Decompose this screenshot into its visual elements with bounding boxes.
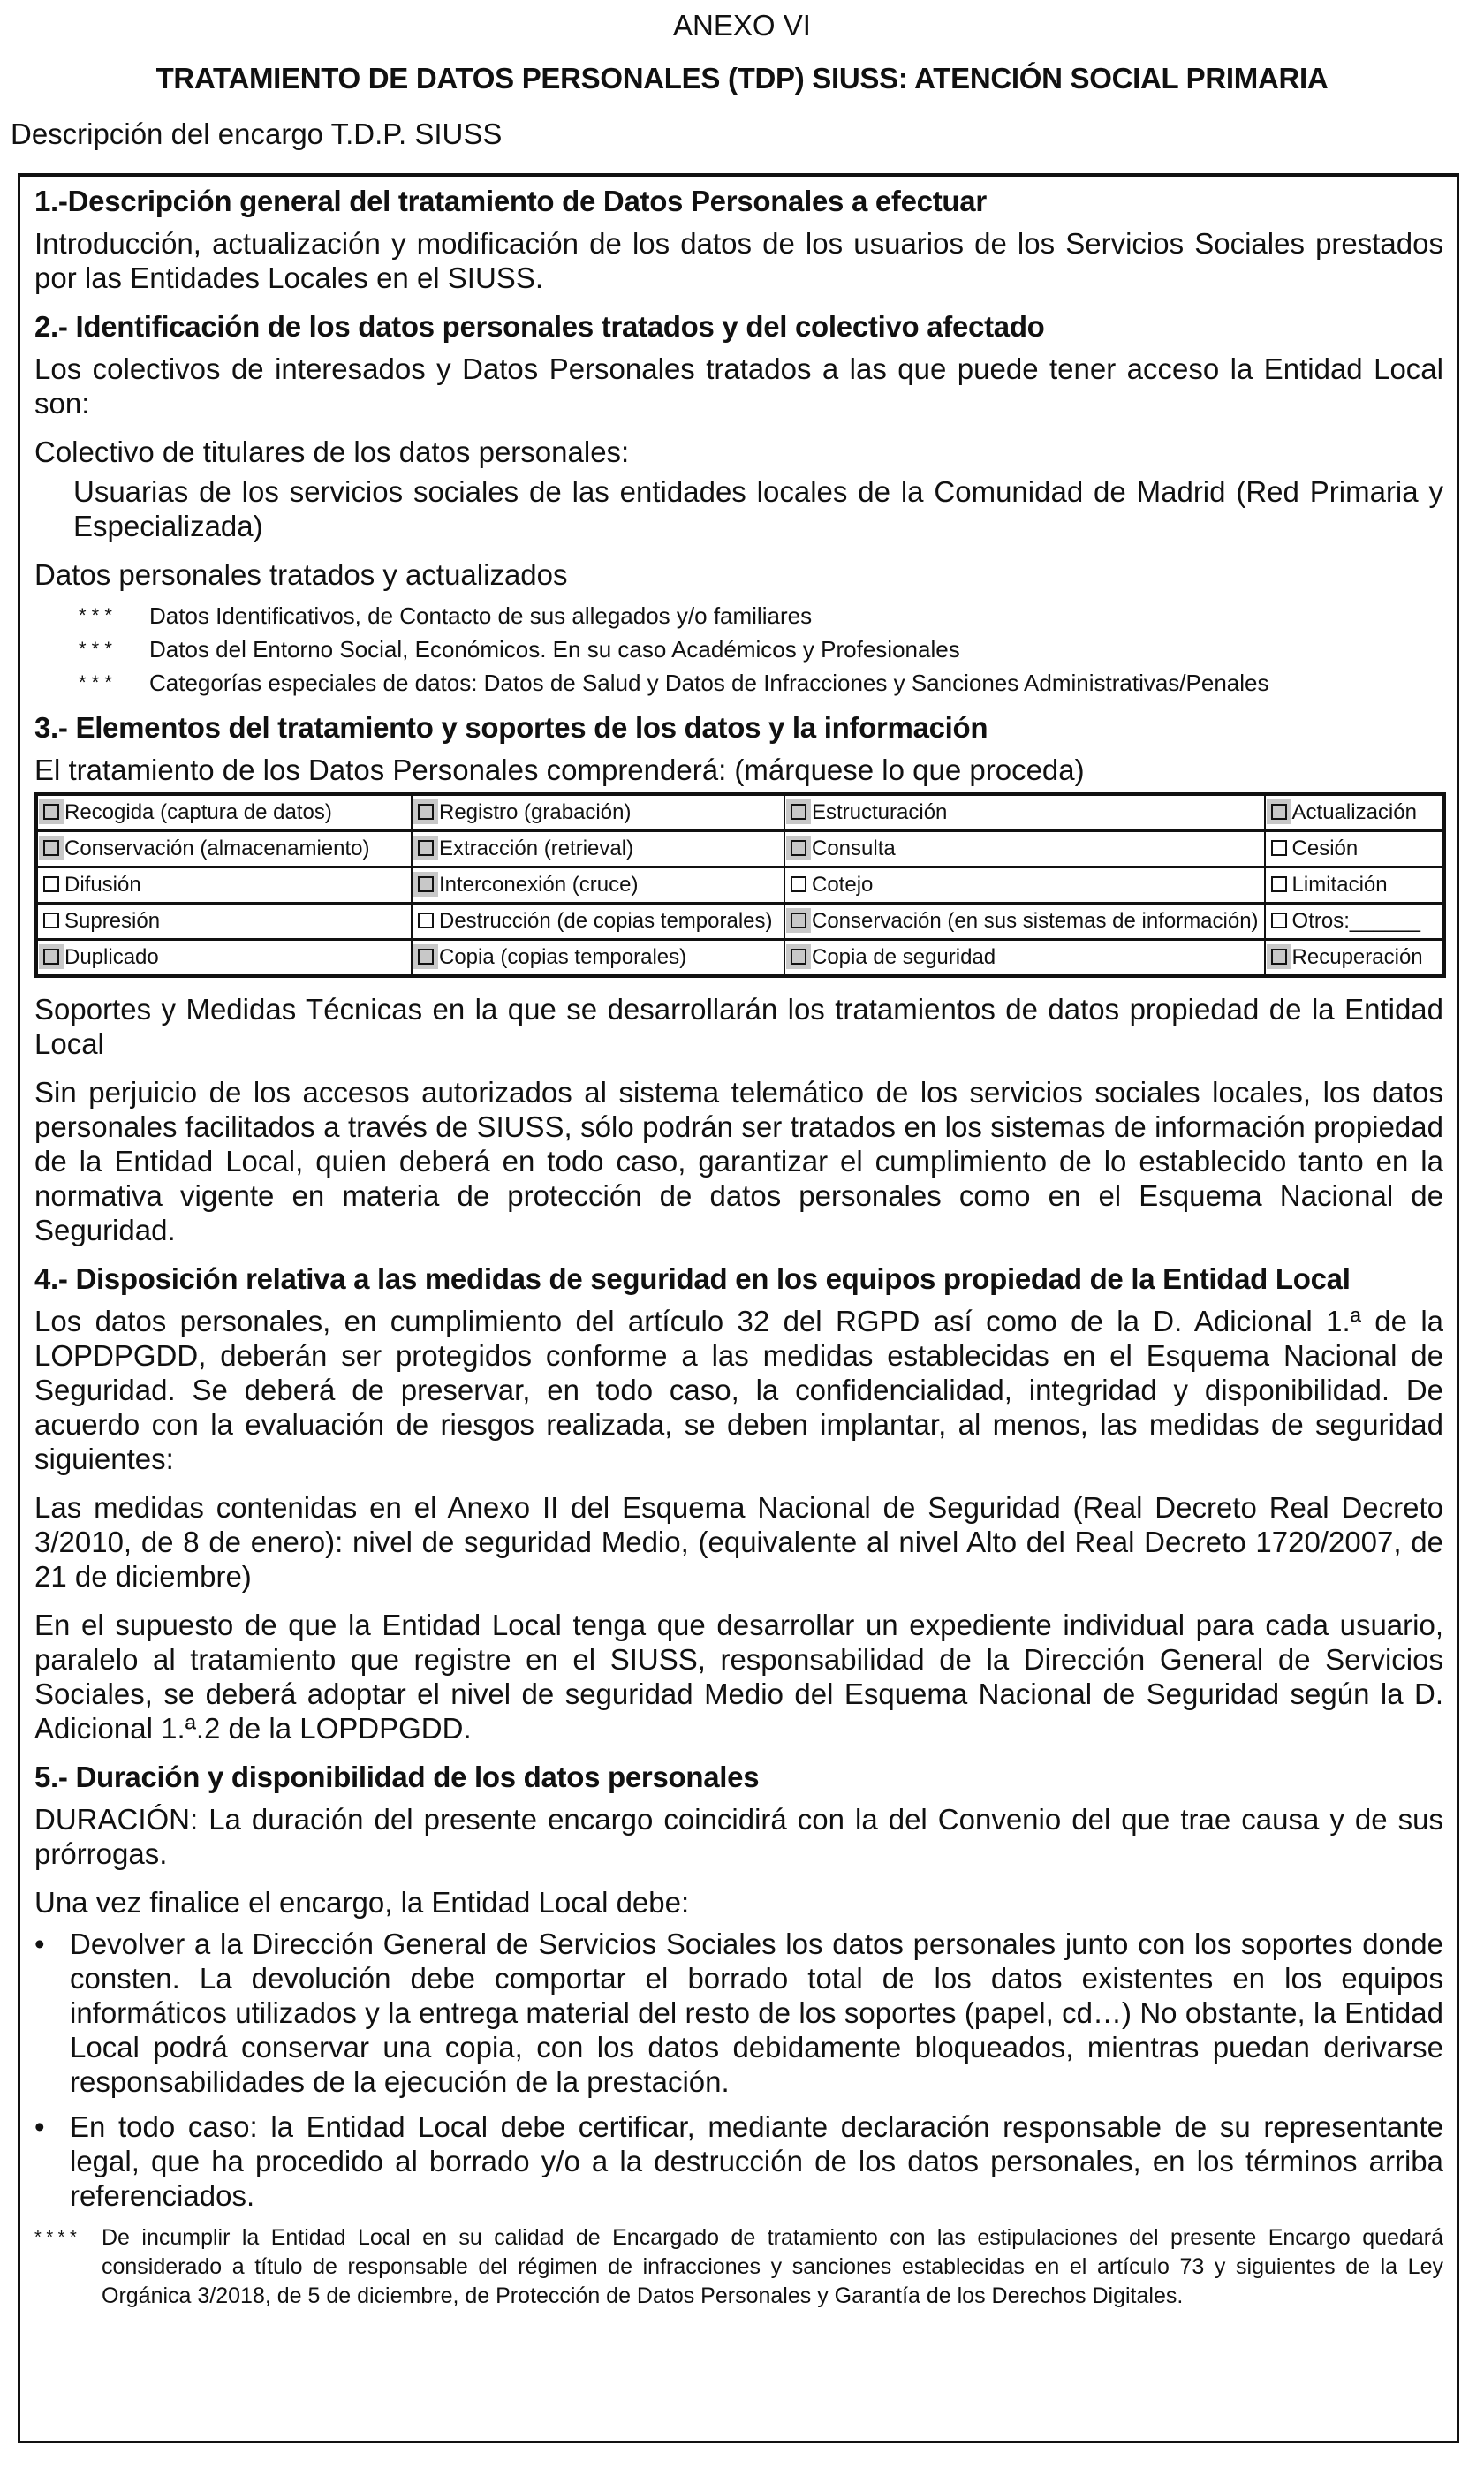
- table-cell: [784, 831, 1265, 867]
- checkbox-unchecked[interactable]: [418, 913, 434, 928]
- checkbox-checked[interactable]: [791, 840, 806, 856]
- section-3-heading: 3.- Elementos del tratamiento y soportes de los datos y la información: [34, 711, 988, 744]
- table-cell: [36, 867, 412, 904]
- checkbox-label: Extracción (retrieval): [439, 837, 634, 860]
- section-2-text: Datos personales tratados y actualizados: [34, 558, 568, 591]
- checkbox-unchecked[interactable]: [43, 876, 59, 892]
- checkbox-label: Copia de seguridad: [812, 945, 996, 969]
- table-cell: [1265, 794, 1444, 831]
- checkbox-checked[interactable]: [43, 840, 59, 856]
- checkbox-label: Difusión: [64, 873, 141, 897]
- checkbox-checked[interactable]: [791, 949, 806, 965]
- checkbox-checked[interactable]: [791, 804, 806, 820]
- checkbox-label: Estructuración: [812, 800, 948, 824]
- checkbox-label: Conservación (almacenamiento): [64, 837, 370, 860]
- table-cell: [1265, 904, 1444, 940]
- checkbox-unchecked[interactable]: [1271, 913, 1287, 928]
- document-title: TRATAMIENTO DE DATOS PERSONALES (TDP) SIUSS: ATENCIÓN SOCIAL PRIMARIA: [155, 62, 1329, 95]
- section-1-heading: 1.-Descripción general del tratamiento de Datos Personales a efectuar: [34, 185, 987, 217]
- annex-label: ANEXO VI: [673, 9, 811, 42]
- checkbox-label: Supresión: [64, 909, 161, 933]
- checkbox-checked[interactable]: [418, 840, 434, 856]
- section-2-text: Colectivo de titulares de los datos personales:: [34, 435, 630, 468]
- checkbox-checked[interactable]: [418, 876, 434, 892]
- marker: * * *: [79, 604, 112, 626]
- table-cell: [1265, 831, 1444, 867]
- checkbox-label: Duplicado: [64, 945, 159, 969]
- checkbox-label: Cesión: [1291, 837, 1359, 860]
- checkbox-checked[interactable]: [43, 949, 59, 965]
- item-text: Datos Identificativos, de Contacto de sus allegados y/o familiares: [149, 602, 813, 629]
- item-text: Datos del Entorno Social, Económicos. En su caso Académicos y Profesionales: [149, 636, 960, 663]
- checkbox-label: Copia (copias temporales): [439, 945, 687, 969]
- table-cell: [36, 940, 412, 977]
- section-3-text: Soportes y Medidas Técnicas en la que se desarrollarán los tratamientos de datos propiedad de la Entidad Local: [34, 993, 1443, 1060]
- section-1-text: Introducción, actualización y modificación de los datos de los usuarios de los Servicios Sociales prestados por las Entidades Locales en el SIUSS.: [34, 227, 1443, 294]
- list-item: [79, 666, 1443, 700]
- footnote-text: De incumplir la Entidad Local en su calidad de Encargado de tratamiento con las estipulaciones del presente Encargo quedará considerado a título de responsable del régimen de infracciones y sanciones establecidas en el artículo 73 y siguientes de la Ley Orgánica 3/2018, de 5 de diciembre, de Protección de Datos Personales y Garantía de los Derechos Digitales.: [102, 2225, 1443, 2308]
- section-5-text: DURACIÓN: La duración del presente encargo coincidirá con la del Convenio del que trae causa y de sus prórrogas.: [34, 1803, 1443, 1870]
- table-cell: [36, 904, 412, 940]
- bullet-item: [34, 2109, 1443, 2213]
- checkbox-unchecked[interactable]: [791, 876, 806, 892]
- table-cell: [1265, 867, 1444, 904]
- bullet-icon: •: [34, 2110, 45, 2143]
- checkbox-checked[interactable]: [43, 804, 59, 820]
- checkbox-label: Limitación: [1291, 873, 1388, 897]
- table-cell: [412, 940, 784, 977]
- item-text: Categorías especiales de datos: Datos de Salud y Datos de Infracciones y Sanciones Administrativas/Penales: [149, 670, 1269, 696]
- treatment-checkbox-table: [34, 792, 1446, 978]
- table-cell: [412, 794, 784, 831]
- checkbox-label: Consulta: [812, 837, 896, 860]
- section-2-text: Usuarias de los servicios sociales de las entidades locales de la Comunidad de Madrid (Red Primaria y Especializada): [73, 475, 1443, 542]
- checkbox-checked[interactable]: [418, 804, 434, 820]
- section-2-text: Los colectivos de interesados y Datos Personales tratados a las que puede tener acceso la Entidad Local son:: [34, 352, 1443, 420]
- checkbox-label: Actualización: [1291, 800, 1417, 824]
- checkbox-label: Conservación (en sus sistemas de información): [812, 909, 1259, 933]
- table-cell: [36, 831, 412, 867]
- table-cell: [784, 904, 1265, 940]
- marker: * * *: [79, 671, 112, 693]
- checkbox-unchecked[interactable]: [1271, 876, 1287, 892]
- checkbox-label: Registro (grabación): [439, 800, 632, 824]
- checkbox-checked[interactable]: [791, 913, 806, 928]
- checkbox-checked[interactable]: [418, 949, 434, 965]
- table-cell: [36, 794, 412, 831]
- checkbox-label: Otros:______: [1291, 909, 1420, 933]
- bullet-item: [34, 1927, 1443, 2099]
- data-categories-list: [34, 599, 1443, 700]
- table-row: [36, 867, 1444, 904]
- table-row: [36, 794, 1444, 831]
- bullet-text: Devolver a la Dirección General de Servicios Sociales los datos personales junto con los soportes donde consten. La devolución debe comportar el borrado total de los datos existentes en los equipos informáticos utilizados y la entrega material del resto de los soportes (papel, cd…) No obstante, la Entidad Local podrá conservar una copia, con los datos debidamente bloqueados, mientras puedan derivarse responsabilidades de la ejecución de la prestación.: [70, 1927, 1443, 2098]
- table-row: [36, 904, 1444, 940]
- content-box: [18, 173, 1459, 2443]
- list-item: [79, 599, 1443, 632]
- table-cell: [412, 904, 784, 940]
- bullet-icon: •: [34, 1927, 45, 1960]
- section-2-heading: 2.- Identificación de los datos personales tratados y del colectivo afectado: [34, 310, 1045, 343]
- document-subtitle: Descripción del encargo T.D.P. SIUSS: [11, 117, 503, 150]
- table-cell: [784, 794, 1265, 831]
- table-row: [36, 940, 1444, 977]
- table-cell: [412, 831, 784, 867]
- table-row: [36, 831, 1444, 867]
- section-3-text: El tratamiento de los Datos Personales comprenderá: (márquese lo que proceda): [34, 754, 1085, 786]
- table-cell: [784, 940, 1265, 977]
- checkbox-label: Destrucción (de copias temporales): [439, 909, 773, 933]
- section-5-text: Una vez finalice el encargo, la Entidad Local debe:: [34, 1886, 690, 1919]
- checkbox-checked[interactable]: [1271, 804, 1287, 820]
- footnote-marker: * * * *: [34, 2228, 77, 2247]
- checkbox-unchecked[interactable]: [43, 913, 59, 928]
- section-5-heading: 5.- Duración y disponibilidad de los datos personales: [34, 1761, 760, 1793]
- section-4-heading: 4.- Disposición relativa a las medidas de seguridad en los equipos propiedad de la Entidad Local: [34, 1262, 1351, 1295]
- checkbox-label: Recuperación: [1291, 945, 1423, 969]
- footnote: [34, 2223, 1443, 2311]
- checkbox-unchecked[interactable]: [1271, 840, 1287, 856]
- marker: * * *: [79, 638, 112, 660]
- table-cell: [1265, 940, 1444, 977]
- section-4-text: En el supuesto de que la Entidad Local tenga que desarrollar un expediente individual para cada usuario, paralelo al tratamiento que registre en el SIUSS, responsabilidad de la Dirección General de Servicios Sociales, se deberá adoptar el nivel de seguridad Medio del Esquema Nacional de Seguridad según la D. Adicional 1.ª.2 de la LOPDPGDD.: [34, 1609, 1443, 1745]
- checkbox-label: Cotejo: [812, 873, 874, 897]
- list-item: [79, 632, 1443, 666]
- section-4-text: Los datos personales, en cumplimiento del artículo 32 del RGPD así como de la D. Adicional 1.ª de la LOPDPGDD, deberán ser protegidos conforme a las medidas establecidas en el Esquema Nacional de Seguridad. Se deberá de preservar, en todo caso, la confidencialidad, integridad y disponibilidad. De acuerdo con la evaluación de riesgos realizada, se deben implantar, al menos, las medidas de seguridad siguientes:: [34, 1305, 1443, 1475]
- table-cell: [784, 867, 1265, 904]
- checkbox-checked[interactable]: [1271, 949, 1287, 965]
- table-cell: [412, 867, 784, 904]
- checkbox-label: Interconexión (cruce): [439, 873, 639, 897]
- bullet-text: En todo caso: la Entidad Local debe certificar, mediante declaración responsable de su representante legal, que ha procedido al borrado y/o a la destrucción de los datos personales, en los términos arriba referenciados.: [70, 2110, 1443, 2212]
- section-4-text: Las medidas contenidas en el Anexo II del Esquema Nacional de Seguridad (Real Decreto Real Decreto 3/2010, de 8 de enero): nivel de seguridad Medio, (equivalente al nivel Alto del Real Decreto 1720/2007, de 21 de diciembre): [34, 1491, 1443, 1593]
- checkbox-label: Recogida (captura de datos): [64, 800, 332, 824]
- section-3-text: Sin perjuicio de los accesos autorizados al sistema telemático de los servicios sociales locales, los datos personales facilitados a través de SIUSS, sólo podrán ser tratados en los sistemas de información propiedad de la Entidad Local, quien deberá en todo caso, garantizar el cumplimiento de lo establecido tanto en la normativa vigente en materia de protección de datos personales como en el Esquema Nacional de Seguridad.: [34, 1076, 1443, 1246]
